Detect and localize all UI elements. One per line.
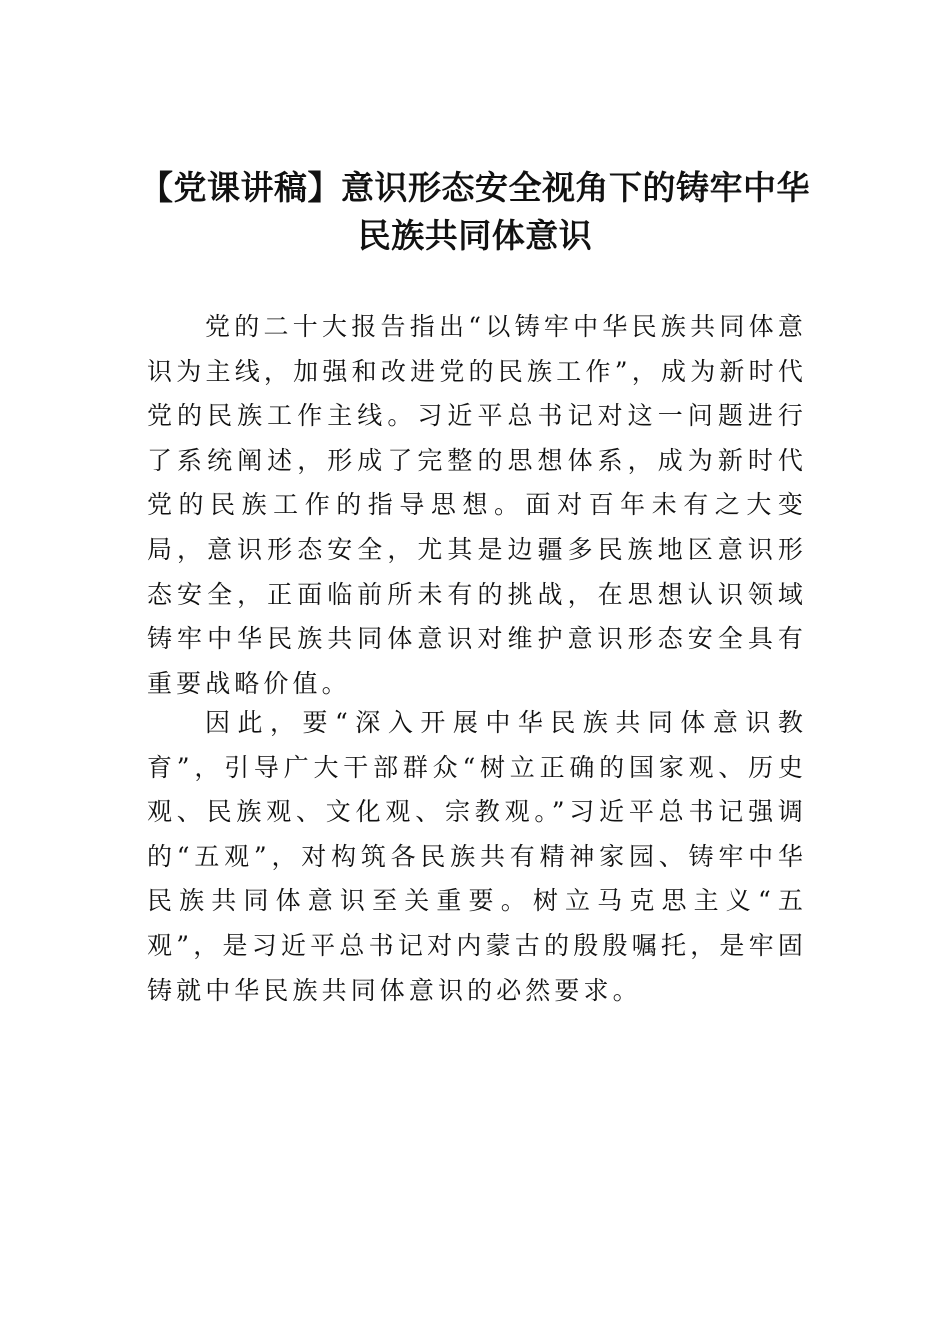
paragraph-2: 因此，要“深入开展中华民族共同体意识教育”，引导广大干部群众“树立正确的国家观、历史观、民族观、文化观、宗教观。”习近平总书记强调的“五观”，对构筑各民族共有精神家园、铸牢中华民族共同体意识至关重要。树立马克思主义“五观”，是习近平总书记对内蒙古的殷殷嘱托，是牢固铸就中华民族共同体意识的必然要求。 xyxy=(147,708,807,1005)
document-title: 【党课讲稿】意识形态安全视角下的铸牢中华民族共同体意识 xyxy=(140,168,810,255)
paragraph-1: 党的二十大报告指出“以铸牢中华民族共同体意识为主线，加强和改进党的民族工作”，成为新时代党的民族工作主线。习近平总书记对这一问题进行了系统阐述，形成了完整的思想体系，成为新时代党的民族工作的指导思想。面对百年未有之大变局，意识形态安全，尤其是边疆多民族地区意识形态安全，正面临前所未有的挑战，在思想认识领域铸牢中华民族共同体意识对维护意识形态安全具有重要战略价值。 xyxy=(147,312,807,698)
